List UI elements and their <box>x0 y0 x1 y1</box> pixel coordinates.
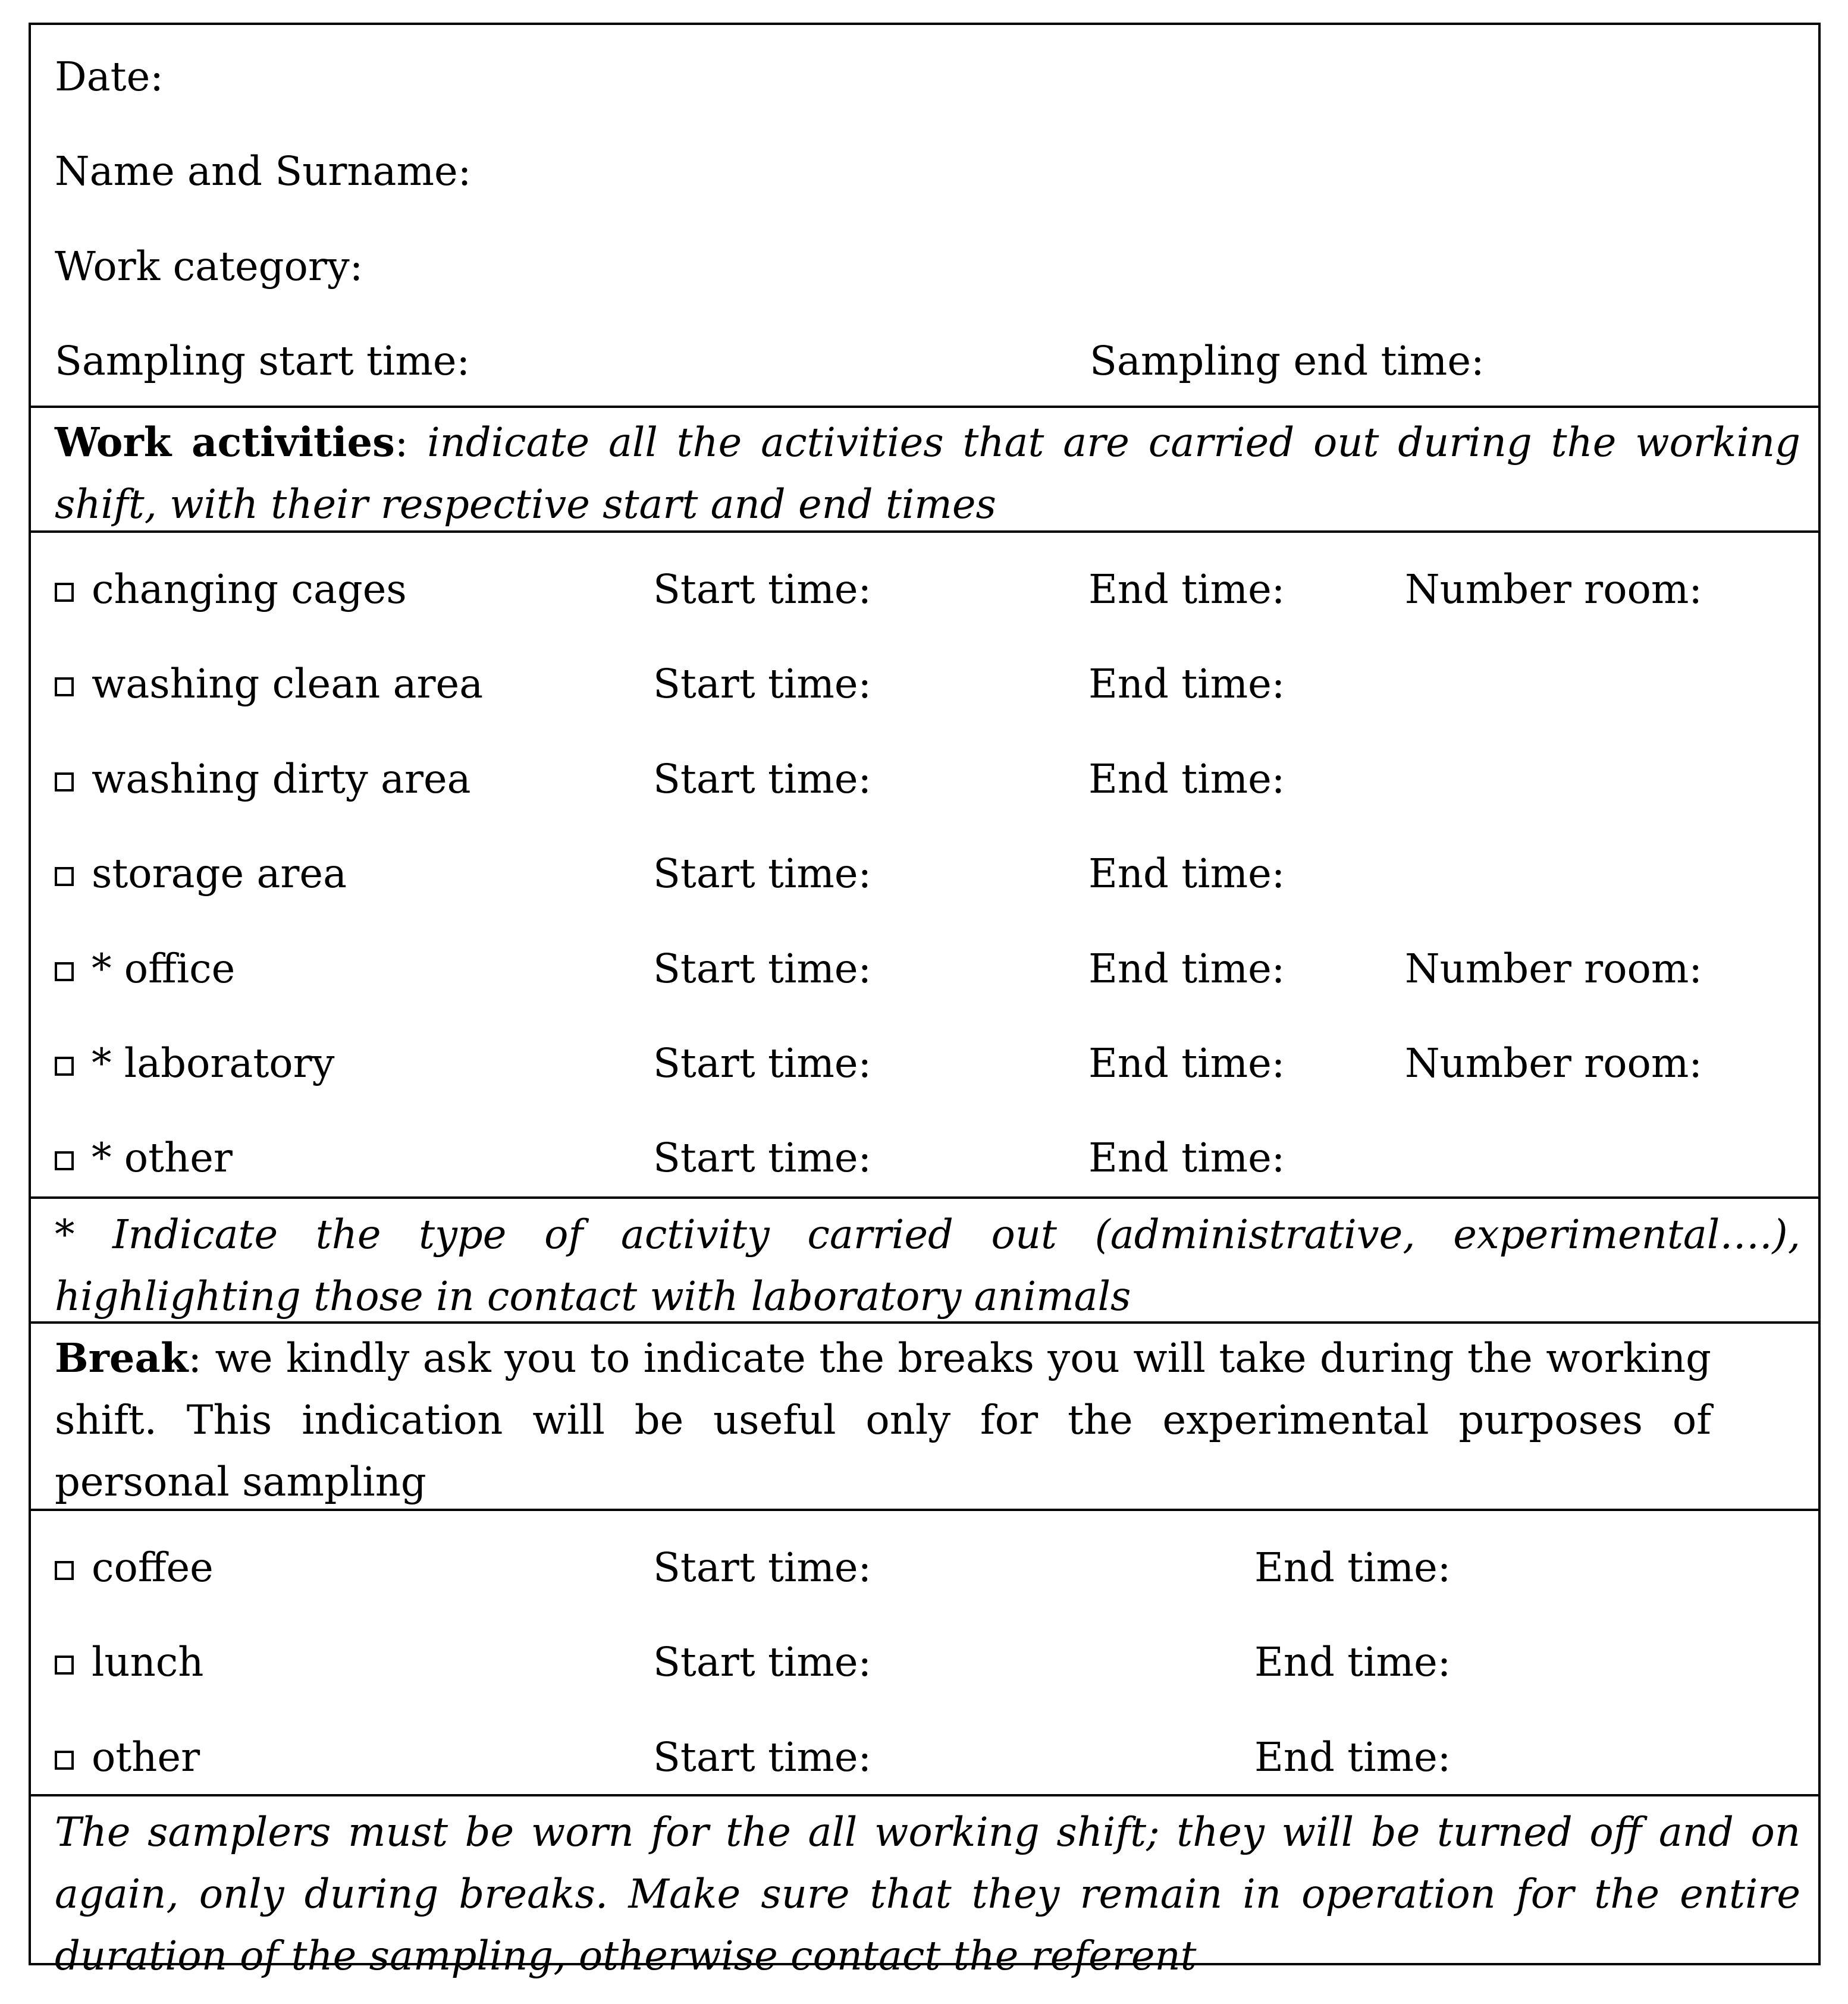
break-option[interactable] <box>55 1734 200 1780</box>
activity-label: washing clean area <box>92 661 484 707</box>
end-time-label: End time: <box>1254 1544 1451 1591</box>
checkbox[interactable] <box>55 677 74 696</box>
work-activities-heading: Work activities <box>55 419 395 466</box>
header-section <box>31 25 1818 406</box>
checkbox[interactable] <box>55 1151 74 1170</box>
end-time-label: End time: <box>1254 1639 1451 1685</box>
work-category-label: Work category: <box>55 243 363 290</box>
activity-option[interactable] <box>55 1040 335 1086</box>
break-option[interactable] <box>55 1544 214 1591</box>
sampling-form <box>29 23 1821 1979</box>
activity-label: changing cages <box>92 566 407 612</box>
checkbox[interactable] <box>55 1057 74 1076</box>
date-label: Date: <box>55 54 164 100</box>
activity-option[interactable] <box>55 946 236 992</box>
end-time-label: End time: <box>1088 1040 1285 1086</box>
footer-note-section <box>31 1794 1818 1979</box>
name-label: Name and Surname: <box>55 148 472 194</box>
activity-label: * other <box>92 1135 233 1181</box>
activity-option[interactable] <box>55 756 471 802</box>
checkbox[interactable] <box>55 1561 74 1580</box>
break-instruction: Break: we kindly ask you to indicate the breaks you will take during the working shift. This indication will be useful only for the experimental purposes of personal sampling <box>55 1334 1711 1505</box>
footer-note: The samplers must be worn for the all working shift; they will be turned off and on again, only during breaks. Make sure that they remain in operation for the entire duration of the sampling, otherwise contact the referent <box>55 1809 1800 1979</box>
end-time-label: End time: <box>1088 756 1285 802</box>
activity-option[interactable] <box>55 661 484 707</box>
activity-option[interactable] <box>55 850 347 897</box>
activity-label: storage area <box>92 850 347 897</box>
checkbox[interactable] <box>55 583 74 602</box>
break-heading-section <box>31 1321 1818 1509</box>
activity-note-section <box>31 1196 1818 1321</box>
start-time-label: Start time: <box>653 850 872 897</box>
start-time-label: Start time: <box>653 1639 872 1685</box>
sampling-start-label: Sampling start time: <box>55 338 470 384</box>
start-time-label: Start time: <box>653 566 872 612</box>
work-activities-heading-section <box>31 406 1818 530</box>
work-activities-instruction: Work activities: indicate all the activities that are carried out during the working shift, with their respective start and end times <box>55 419 1800 527</box>
break-label: other <box>92 1734 200 1780</box>
activity-note: * Indicate the type of activity carried out (administrative, experimental….), highlighting those in contact with laboratory animals <box>55 1211 1800 1320</box>
end-time-label: End time: <box>1254 1734 1451 1780</box>
end-time-label: End time: <box>1088 1135 1285 1181</box>
break-option[interactable] <box>55 1639 204 1685</box>
start-time-label: Start time: <box>653 661 872 707</box>
breaks-list <box>31 1509 1818 1794</box>
start-time-label: Start time: <box>653 1544 872 1591</box>
activity-label: * laboratory <box>92 1040 335 1086</box>
checkbox[interactable] <box>55 1656 74 1675</box>
number-room-label: Number room: <box>1405 1040 1702 1086</box>
number-room-label: Number room: <box>1405 946 1702 992</box>
break-heading: Break <box>55 1334 189 1381</box>
work-activities-list <box>31 530 1818 1196</box>
checkbox[interactable] <box>55 1751 74 1770</box>
checkbox[interactable] <box>55 772 74 791</box>
activity-label: washing dirty area <box>92 756 471 802</box>
checkbox[interactable] <box>55 962 74 981</box>
end-time-label: End time: <box>1088 661 1285 707</box>
start-time-label: Start time: <box>653 1135 872 1181</box>
activity-option[interactable] <box>55 566 407 612</box>
break-label: coffee <box>92 1544 214 1591</box>
checkbox[interactable] <box>55 867 74 886</box>
start-time-label: Start time: <box>653 1734 872 1780</box>
end-time-label: End time: <box>1088 566 1285 612</box>
work-activities-instruction-text: indicate all the activities that are carried out during the working shift, with their respective start and end times <box>55 419 1800 527</box>
break-instruction-text: we kindly ask you to indicate the breaks you will take during the working shift. This indication will be useful only for the experimental purposes of personal sampling <box>55 1335 1711 1505</box>
start-time-label: Start time: <box>653 1040 872 1086</box>
activity-option[interactable] <box>55 1135 233 1181</box>
start-time-label: Start time: <box>653 946 872 992</box>
number-room-label: Number room: <box>1405 566 1702 612</box>
sampling-end-label: Sampling end time: <box>1090 338 1485 384</box>
end-time-label: End time: <box>1088 946 1285 992</box>
break-label: lunch <box>92 1639 204 1685</box>
end-time-label: End time: <box>1088 850 1285 897</box>
start-time-label: Start time: <box>653 756 872 802</box>
activity-label: * office <box>92 946 236 992</box>
